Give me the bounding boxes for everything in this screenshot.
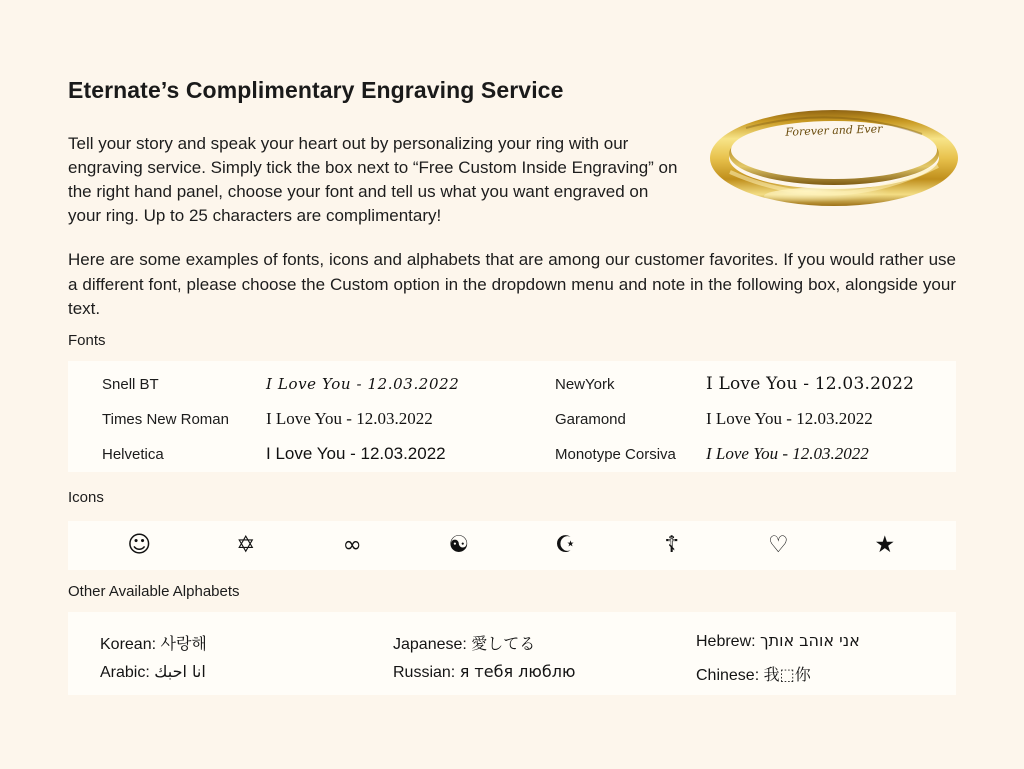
alphabets-section-label: Other Available Alphabets [68,583,240,600]
ring-illustration [700,98,968,218]
cross-icon[interactable]: ☦ [664,532,680,558]
fonts-section-label: Fonts [68,332,106,349]
intro-paragraph: Tell your story and speak your heart out by personalizing your ring with our engraving service. Simply tick the box next to “Free Custom Inside Engraving” on the right hand panel, choose your font and tell us what you want engraved on your ring. Up to 25 characters are complimentary! [68,134,678,225]
alphabet-sample-text: انا احبك [154,662,206,681]
alphabet-item-japanese [393,631,535,654]
alphabet-language-label: Arabic: [100,664,155,681]
alphabet-item-arabic [100,662,206,682]
font-name: Times New Roman [102,410,229,428]
font-name: Helvetica [102,445,164,463]
alphabet-language-label: Chinese: [696,667,764,684]
star-of-david-icon[interactable]: ✡ [236,532,256,558]
smiley-face-icon[interactable]: ☺ [127,532,152,558]
font-name: Garamond [555,410,626,428]
alphabet-sample-text: я тебя люблю [459,662,576,681]
icons-section-label: Icons [68,489,104,506]
font-name: NewYork [555,375,615,393]
alphabets-panel [68,612,956,695]
icons-row [68,521,956,570]
font-name: Monotype Corsiva [555,445,676,463]
second-paragraph: Here are some examples of fonts, icons and alphabets that are among our customer favorites. If you would rather use a different font, please choose the Custom option in the dropdown menu and note in the following box, alongside your text. [68,250,956,318]
font-sample: I Love You - 12.03.2022 [266,444,446,463]
alphabet-item-hebrew [696,631,860,651]
alphabet-sample-text: אני אוהב אותך [760,631,860,650]
font-sample: I Love You - 12.03.2022 [706,444,869,463]
font-row [68,402,956,436]
alphabet-sample-text: 愛してる [471,634,536,653]
alphabet-item-korean [100,631,207,654]
yin-yang-icon[interactable]: ☯ [448,532,470,558]
font-name: Snell BT [102,375,159,393]
star-filled-icon[interactable]: ★ [874,532,896,558]
star-and-crescent-icon[interactable]: ☪ [554,532,576,558]
icons-panel [68,521,956,570]
alphabet-language-label: Russian: [393,664,460,681]
font-sample: I Love You - 12.03.2022 [266,375,460,393]
heart-outline-icon[interactable]: ♡ [767,532,789,558]
alphabet-sample-text: 我⬚你 [763,665,811,684]
fonts-panel [68,361,956,472]
alphabet-item-chinese [696,662,811,685]
gold-ring-image [700,98,968,218]
alphabet-language-label: Japanese: [393,636,472,653]
font-sample: I Love You - 12.03.2022 [706,409,873,428]
font-sample: I Love You - 12.03.2022 [706,374,915,394]
infinity-icon[interactable]: ∞ [342,532,362,558]
page-title: Eternate’s Complimentary Engraving Service [68,77,564,104]
font-row [68,367,956,401]
alphabet-item-russian [393,662,575,682]
alphabet-language-label: Korean: [100,636,161,653]
font-sample: I Love You - 12.03.2022 [266,409,433,428]
ring-engraved-text: Forever and Ever [785,122,883,139]
alphabet-language-label: Hebrew: [696,633,761,650]
font-row [68,437,956,471]
alphabet-sample-text: 사랑해 [160,634,207,653]
